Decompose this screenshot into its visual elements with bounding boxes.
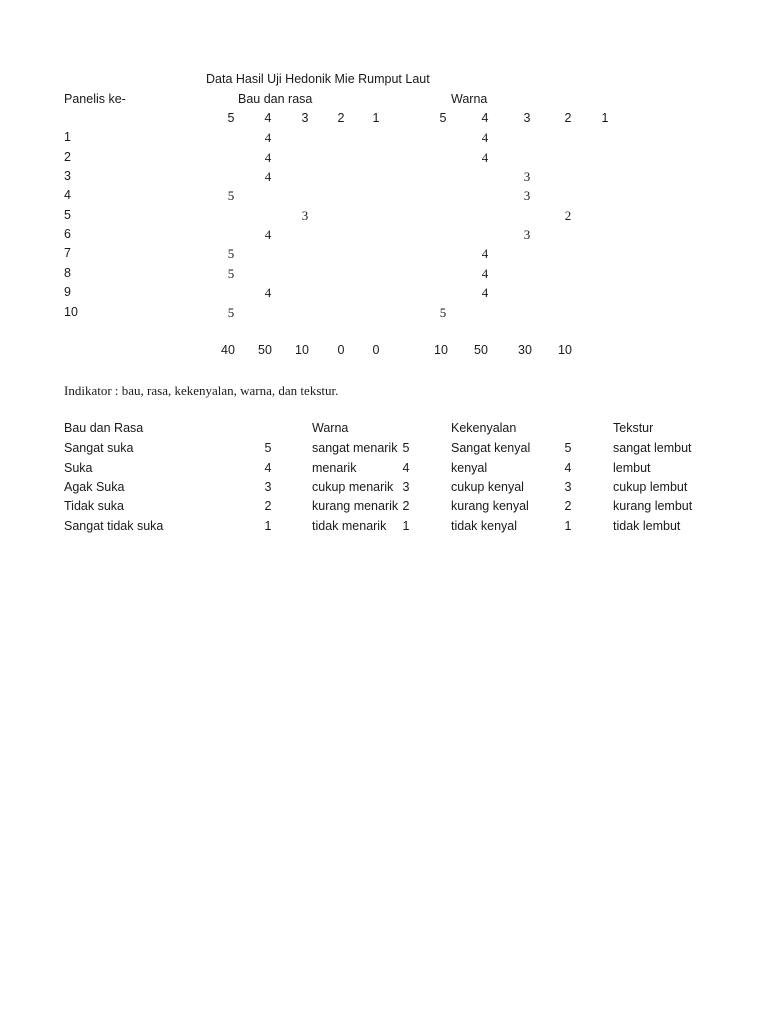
- warna-score: 4: [481, 266, 489, 281]
- total-bau-rasa: 0: [372, 343, 380, 357]
- scale-header-warna: 5: [439, 111, 447, 125]
- panelist-number: 9: [64, 285, 71, 299]
- legend-score: 5: [564, 441, 572, 455]
- legend-kekenyalan-label: kenyal: [451, 461, 488, 475]
- legend-score: 1: [264, 519, 272, 533]
- legend-tekstur-label: sangat lembut: [613, 441, 692, 455]
- legend-score: 3: [402, 480, 410, 494]
- legend-tekstur-label: kurang lembut: [613, 499, 693, 513]
- bau-rasa-score: 5: [227, 246, 235, 261]
- total-bau-rasa: 40: [221, 343, 235, 357]
- group-header-bau-rasa: Bau dan rasa: [238, 92, 313, 106]
- legend-tekstur-label: lembut: [613, 461, 651, 475]
- panelist-number: 6: [64, 227, 71, 241]
- legend-warna-label: tidak menarik: [312, 519, 387, 533]
- bau-rasa-score: 4: [264, 169, 272, 184]
- warna-score: 4: [481, 246, 489, 261]
- panelist-number: 1: [64, 130, 71, 144]
- legend-kekenyalan-label: tidak kenyal: [451, 519, 518, 533]
- scale-header-warna: 2: [564, 111, 572, 125]
- panelist-number: 5: [64, 208, 71, 222]
- total-warna: 30: [518, 343, 532, 357]
- scale-header-bau-rasa: 5: [227, 111, 235, 125]
- legend-score: 2: [564, 499, 572, 513]
- legend-header: Kekenyalan: [451, 421, 517, 435]
- legend-bau-rasa-label: Tidak suka: [64, 499, 124, 513]
- panelist-number: 4: [64, 188, 71, 202]
- warna-score: 4: [481, 130, 489, 145]
- bau-rasa-score: 3: [301, 208, 309, 223]
- bau-rasa-score: 5: [227, 305, 235, 320]
- bau-rasa-score: 5: [227, 266, 235, 281]
- legend-header: Tekstur: [613, 421, 654, 435]
- bau-rasa-score: 5: [227, 188, 235, 203]
- legend-score: 4: [564, 461, 572, 475]
- warna-score: 3: [523, 227, 531, 242]
- total-bau-rasa: 0: [337, 343, 345, 357]
- legend-warna-label: kurang menarik: [312, 499, 399, 513]
- legend-score: 3: [564, 480, 572, 494]
- legend-score: 1: [564, 519, 572, 533]
- legend-kekenyalan-label: kurang kenyal: [451, 499, 529, 513]
- legend-kekenyalan-label: cukup kenyal: [451, 480, 524, 494]
- panelist-number: 2: [64, 150, 71, 164]
- total-bau-rasa: 10: [295, 343, 309, 357]
- legend-score: 4: [402, 461, 410, 475]
- legend-bau-rasa-label: Suka: [64, 461, 93, 475]
- legend-score: 4: [264, 461, 272, 475]
- warna-score: 4: [481, 285, 489, 300]
- panelist-number: 3: [64, 169, 71, 183]
- panelist-number: 10: [64, 305, 78, 319]
- legend-bau-rasa-label: Sangat tidak suka: [64, 519, 164, 533]
- legend-warna-label: sangat menarik: [312, 441, 398, 455]
- bau-rasa-score: 4: [264, 285, 272, 300]
- page-title: Data Hasil Uji Hedonik Mie Rumput Laut: [206, 72, 430, 86]
- warna-score: 3: [523, 188, 531, 203]
- total-warna: 10: [558, 343, 572, 357]
- legend-tekstur-label: cukup lembut: [613, 480, 688, 494]
- legend-score: 1: [402, 519, 410, 533]
- legend-bau-rasa-label: Agak Suka: [64, 480, 125, 494]
- legend-tekstur-label: tidak lembut: [613, 519, 681, 533]
- total-warna: 50: [474, 343, 488, 357]
- scale-header-warna: 4: [481, 111, 489, 125]
- panelist-number: 8: [64, 266, 71, 280]
- total-bau-rasa: 50: [258, 343, 272, 357]
- scale-header-bau-rasa: 3: [301, 111, 309, 125]
- bau-rasa-score: 4: [264, 227, 272, 242]
- panel-column-header: Panelis ke-: [64, 92, 126, 106]
- warna-score: 4: [481, 150, 489, 165]
- scale-header-warna: 1: [601, 111, 609, 125]
- warna-score: 3: [523, 169, 531, 184]
- legend-score: 2: [402, 499, 410, 513]
- legend-bau-rasa-label: Sangat suka: [64, 441, 134, 455]
- warna-score: 5: [439, 305, 447, 320]
- legend-score: 2: [264, 499, 272, 513]
- indicator-text: Indikator : bau, rasa, kekenyalan, warna, dan tekstur.: [64, 383, 339, 398]
- legend-score: 5: [264, 441, 272, 455]
- scale-header-bau-rasa: 4: [264, 111, 272, 125]
- scale-header-bau-rasa: 2: [337, 111, 345, 125]
- legend-warna-label: menarik: [312, 461, 357, 475]
- legend-header: Bau dan Rasa: [64, 421, 144, 435]
- scale-header-bau-rasa: 1: [372, 111, 380, 125]
- legend-header: Warna: [312, 421, 349, 435]
- legend-score: 3: [264, 480, 272, 494]
- scale-header-warna: 3: [523, 111, 531, 125]
- legend-kekenyalan-label: Sangat kenyal: [451, 441, 531, 455]
- bau-rasa-score: 4: [264, 130, 272, 145]
- legend-score: 5: [402, 441, 410, 455]
- legend-warna-label: cukup menarik: [312, 480, 394, 494]
- panelist-number: 7: [64, 246, 71, 260]
- warna-score: 2: [564, 208, 572, 223]
- bau-rasa-score: 4: [264, 150, 272, 165]
- group-header-warna: Warna: [451, 92, 488, 106]
- total-warna: 10: [434, 343, 448, 357]
